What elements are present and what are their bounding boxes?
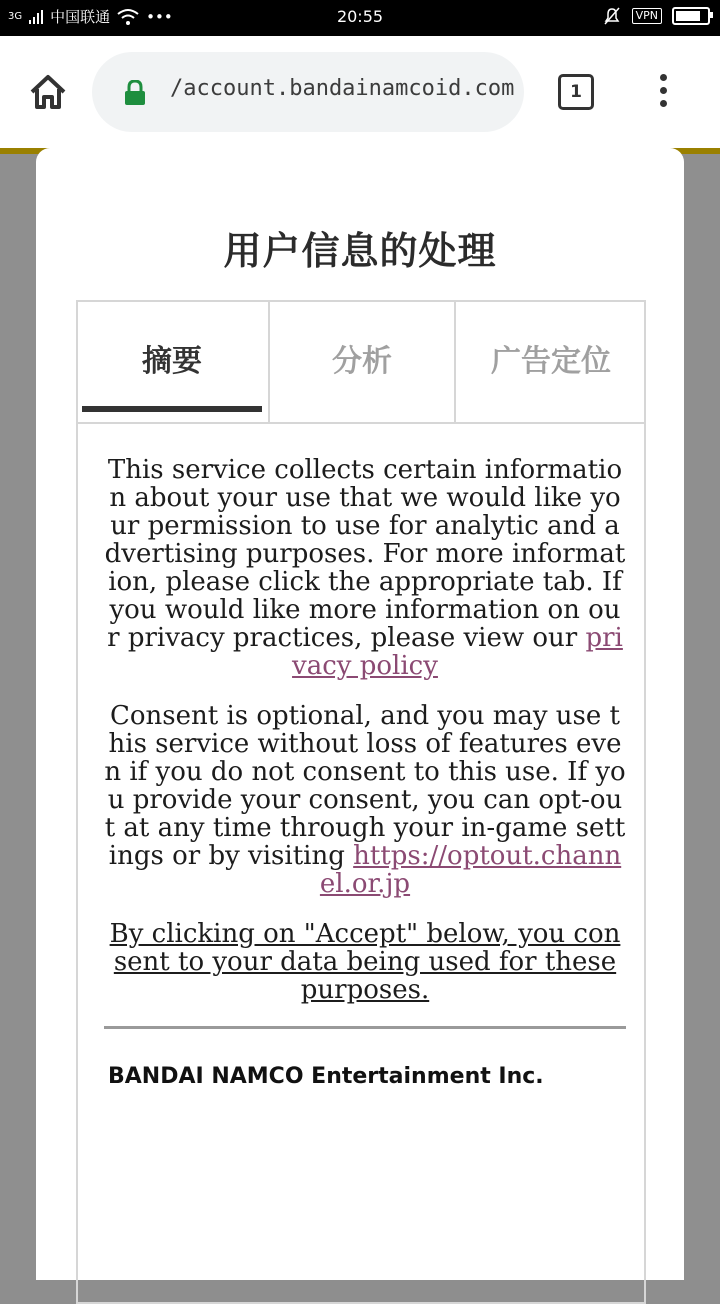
divider [104, 1026, 626, 1029]
tab-bar [78, 302, 644, 424]
status-time: 20:55 [336, 7, 384, 26]
company-name: BANDAI NAMCO Entertainment Inc. [108, 1064, 544, 1089]
vpn-badge: VPN [632, 8, 662, 24]
battery-icon [672, 7, 710, 25]
optional-text: Consent is optional, and you may use this service without loss of features even if you do not consent to this use. If you provide your consent, you can opt-out at any time through your in-game settings or by visiting [104, 701, 626, 871]
tab-summary[interactable]: 摘要 [142, 344, 202, 379]
optout-link[interactable]: https://optout.channel.or.jp [319, 841, 622, 899]
consent-dialog [36, 148, 684, 1280]
accept-notice: By clicking on "Accept" below, you consent to your data being used for these purposes. [109, 919, 621, 1005]
carrier-name: 中国联通 [50, 8, 111, 26]
lock-icon [124, 80, 146, 106]
optional-paragraph [104, 702, 626, 898]
tab-switcher-button[interactable]: 1 [558, 74, 594, 110]
bell-muted-icon [602, 6, 622, 26]
active-tab-indicator [82, 406, 262, 412]
status-bar [0, 0, 720, 36]
tab-analytics[interactable]: 分析 [268, 302, 454, 422]
url-text: /account.bandainamcoid.com [170, 76, 515, 101]
network-type: 3G [8, 11, 23, 22]
home-icon[interactable] [26, 72, 70, 112]
more-indicator: ••• [146, 7, 173, 26]
status-right [602, 6, 710, 26]
tab-ad-targeting[interactable]: 广告定位 [454, 302, 646, 422]
intro-text: This service collects certain information about your use that we would like your permission to use for analytic and advertising purposes. For more information, please click the appropriate tab. If you would like more information on our privacy practices, please view our [104, 455, 626, 653]
intro-paragraph [104, 456, 626, 680]
dialog-title: 用户信息的处理 [223, 229, 497, 273]
address-bar[interactable] [92, 52, 524, 132]
overflow-menu-icon[interactable] [655, 74, 671, 114]
summary-content [104, 456, 626, 1026]
privacy-policy-link[interactable]: privacy policy [292, 623, 623, 681]
browser-toolbar [0, 36, 720, 148]
consent-panel [76, 300, 646, 1304]
